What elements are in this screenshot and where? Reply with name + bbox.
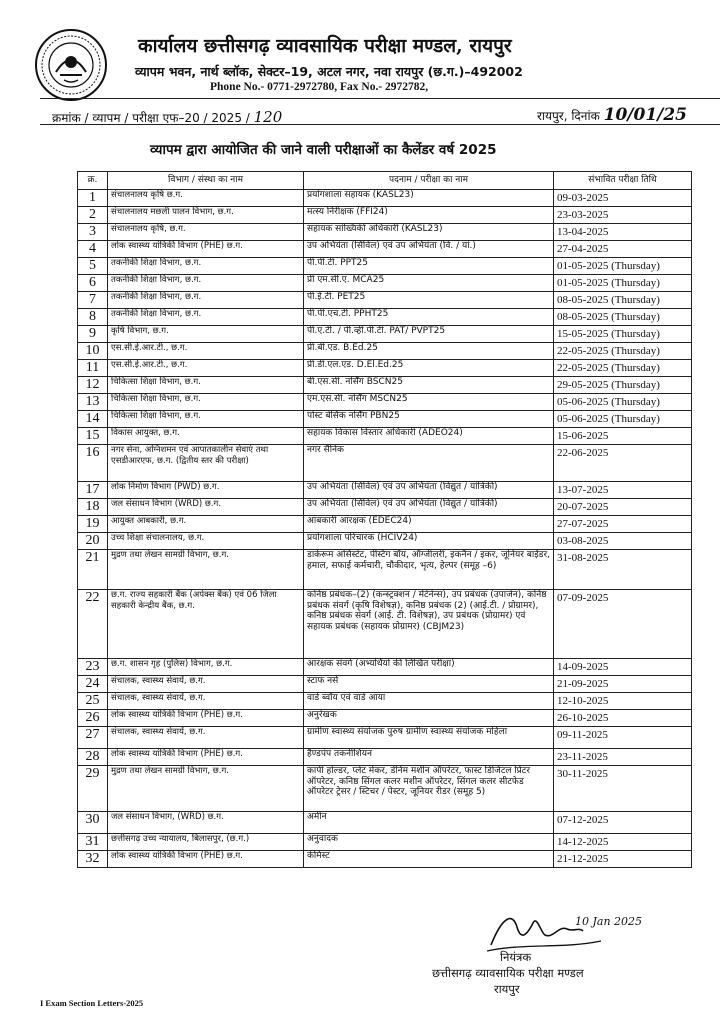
date-cell: 15-06-2025 [554,428,692,445]
serial-cell: 8 [78,309,108,326]
department-cell: चिकित्सा शिक्षा विभाग, छ.ग. [108,394,304,411]
date-cell: 15-05-2025 (Thursday) [554,326,692,343]
serial-cell: 18 [78,499,108,516]
date-cell: 22-06-2025 [554,445,692,482]
table-row [78,224,692,241]
post-cell: एम.एस.सी. नर्सिंग MSCN25 [304,394,554,411]
serial-cell: 7 [78,292,108,309]
table-row [78,676,692,693]
table-row [78,428,692,445]
serial-cell: 25 [78,693,108,710]
date-cell: 26-10-2025 [554,710,692,727]
department-cell: छत्तीसगढ़ उच्च न्यायालय, बिलासपुर, (छ.ग.) [108,834,304,851]
department-cell: कृषि विभाग, छ.ग. [108,326,304,343]
header-serial: क्र. [78,172,108,190]
table-row [78,590,692,659]
date-cell: 21-09-2025 [554,676,692,693]
date-cell: 07-12-2025 [554,812,692,834]
department-cell: संचालनालय मछली पालन विभाग, छ.ग. [108,207,304,224]
serial-cell: 13 [78,394,108,411]
table-row [78,275,692,292]
date-cell: 08-05-2025 (Thursday) [554,292,692,309]
post-cell: आरक्षक संवर्ग (अभ्यर्थियों की लिखित परीक्षा) [304,659,554,676]
department-cell: संचालक, स्वास्थ्य सेवायें, छ.ग. [108,693,304,710]
serial-cell: 24 [78,676,108,693]
department-cell: तकनीकी शिक्षा विभाग, छ.ग. [108,292,304,309]
post-cell: सहायक विकास विस्तार अधिकारी (ADEO24) [304,428,554,445]
department-cell: मुद्रण तथा लेखन सामग्री विभाग, छ.ग. [108,766,304,812]
post-cell: पी.पी.एच.टी. PPHT25 [304,309,554,326]
table-row [78,411,692,428]
serial-cell: 21 [78,550,108,590]
date-cell: 05-06-2025 (Thursday) [554,411,692,428]
department-cell: उच्च शिक्षा संचालनालय, छ.ग. [108,533,304,550]
serial-cell: 31 [78,834,108,851]
serial-cell: 26 [78,710,108,727]
signatory-office: छत्तीसगढ़ व्यावसायिक परीक्षा मण्डल [432,966,584,980]
serial-cell: 16 [78,445,108,482]
date-cell: 21-12-2025 [554,851,692,868]
table-row [78,326,692,343]
reference-handwritten-number: 120 [253,108,283,126]
serial-cell: 11 [78,360,108,377]
serial-cell: 2 [78,207,108,224]
date-cell: 29-05-2025 (Thursday) [554,377,692,394]
table-row [78,241,692,258]
table-row [78,516,692,533]
post-cell: कनिष्ठ प्रबंधक–(2) (कन्स्ट्रक्शन / मेंटेनेन्स), उप प्रबंधक (उपार्जन), कनिष्ठ प्रबंधक संवर्ग (कृषि विशेषज्ञ), कनिष्ठ प्रबंधक (2) (आई.टी. / प्रोग्रामर), कनिष्ठ प्रबंधक संवर्ग (आई. टी. विशेषज्ञ), उप प्रबंधक (प्रोग्रामर) एवं सहायक प्रबंधक (सहायक प्रोग्रामर) (CBJM23) [304,590,554,659]
post-cell: सहायक सांख्यिकी अधिकारी (KASL23) [304,224,554,241]
serial-cell: 14 [78,411,108,428]
date-cell: 22-05-2025 (Thursday) [554,343,692,360]
date-cell: 01-05-2025 (Thursday) [554,258,692,275]
department-cell: विकास आयुक्त, छ.ग. [108,428,304,445]
post-cell: प्री.बी.एड. B.Ed.25 [304,343,554,360]
post-cell: नगर सैनिक [304,445,554,482]
department-cell: संचालक, स्वास्थ्य सेवायें, छ.ग. [108,676,304,693]
post-cell: कापी होल्डर, प्लेट मेकर, डेनिम मशीन ऑपरेटर, फास्ट डिजिटल प्रिंटर ऑपरेटर, कनिष्ठ सिंगल कलर मशीन ऑपरेटर, सिंगल कलर सीटफेड ऑपरेटर ट्रेसर / स्टिचर / पेस्टर, जूनियर रीडर (समूह 5) [304,766,554,812]
department-cell: चिकित्सा शिक्षा विभाग, छ.ग. [108,411,304,428]
department-cell: संचालक, स्वास्थ्य सेवायें, छ.ग. [108,727,304,749]
post-cell: उप अभियंता (सिविल) एवं उप अभियंता (विद्युत / यांत्रिकी) [304,482,554,499]
date-cell: 07-09-2025 [554,590,692,659]
department-cell: संचालनालय कृषि, छ.ग. [108,224,304,241]
serial-cell: 27 [78,727,108,749]
header-post: पदनाम / परीक्षा का नाम [304,172,554,190]
serial-cell: 22 [78,590,108,659]
vyapam-seal-logo [34,28,108,102]
post-cell: प्री एम.सी.ए. MCA25 [304,275,554,292]
post-cell: हैण्डपंप तकनीशियन [304,749,554,766]
signature-date: 10 Jan 2025 [575,915,643,928]
table-row [78,812,692,834]
table-row [78,190,692,207]
table-row [78,207,692,224]
department-cell: लोक स्वास्थ्य यांत्रिकी विभाग (PHE) छ.ग. [108,710,304,727]
post-cell: प्री.डी.एल.एड. D.El.Ed.25 [304,360,554,377]
date-cell: 03-08-2025 [554,533,692,550]
post-cell: स्टाफ नर्स [304,676,554,693]
date-cell: 27-04-2025 [554,241,692,258]
post-cell: प्रयोगशाला परिचारक (HCIV24) [304,533,554,550]
department-cell: एस.सी.ई.आर.टी., छ.ग. [108,343,304,360]
serial-cell: 20 [78,533,108,550]
date-cell: 31-08-2025 [554,550,692,590]
table-row [78,727,692,749]
signatory-designation: नियंत्रक [500,950,532,964]
serial-cell: 3 [78,224,108,241]
date-cell: 09-11-2025 [554,727,692,749]
date-cell: 13-07-2025 [554,482,692,499]
date-cell: 14-12-2025 [554,834,692,851]
date-cell: 05-06-2025 (Thursday) [554,394,692,411]
post-cell: ग्रामीण स्वास्थ्य संयोजक पुरुष ग्रामीण स्वास्थ्य संयोजक महिला [304,727,554,749]
post-cell: डार्करूम असिस्टेंट, पेस्टिंग बॉय, ऑग्जीलरी, इकनैन / इकर, जूनियर बाईंडर, हमाल, सफाई कर्मचारी, चौकीदार, भृत्य, हेल्पर (समूह –6) [304,550,554,590]
table-row [78,292,692,309]
table-row [78,834,692,851]
date-cell: 23-11-2025 [554,749,692,766]
date-handwritten-value: 10/01/25 [603,105,688,125]
department-cell: संचालनालय कृषि छ.ग. [108,190,304,207]
department-cell: लोक निर्माण विभाग (PWD) छ.ग. [108,482,304,499]
date-cell: 09-03-2025 [554,190,692,207]
exam-calendar-table [77,171,692,868]
table-row [78,550,692,590]
footer-file-reference: I Exam Section Letters-2025 [40,998,144,1008]
post-cell: वार्ड ब्वॉय एवं वार्ड आया [304,693,554,710]
post-cell: उप अभियंता (सिविल) एवं उप अभियंता (वि. / यां.) [304,241,554,258]
post-cell: उप अभियंता (सिविल) एवं उप अभियंता (विद्युत / यांत्रिकी) [304,499,554,516]
post-cell: मत्स्य निरीक्षक (FFI24) [304,207,554,224]
post-cell: केमिस्ट [304,851,554,868]
department-cell: तकनीकी शिक्षा विभाग, छ.ग. [108,258,304,275]
serial-cell: 1 [78,190,108,207]
table-row [78,258,692,275]
table-row [78,499,692,516]
table-row [78,377,692,394]
serial-cell: 6 [78,275,108,292]
signatory-city: रायपुर [494,982,520,996]
serial-cell: 5 [78,258,108,275]
post-cell: प्रयोगशाला सहायक (KASL23) [304,190,554,207]
table-row [78,343,692,360]
post-cell: बी.एस.सी. नर्सिंग BSCN25 [304,377,554,394]
post-cell: पी.पी.टी. PPT25 [304,258,554,275]
serial-cell: 30 [78,812,108,834]
table-body [78,190,692,868]
table-row [78,749,692,766]
table-row [78,360,692,377]
post-cell: अनुरेखक [304,710,554,727]
office-phone: Phone No.- 0771-2972780, Fax No.- 2972782, [210,81,429,93]
department-cell: नगर सेना, अग्निशमन एवं आपातकालीन सेवाएं तथा एसडीआरएफ, छ.ग. (द्वितीय स्तर की परीक्षा) [108,445,304,482]
serial-cell: 10 [78,343,108,360]
table-row [78,309,692,326]
table-row [78,482,692,499]
table-row [78,693,692,710]
header-date: संभावित परीक्षा तिथि [554,172,692,190]
date-prefix: रायपुर, दिनांक [537,109,600,123]
table-row [78,533,692,550]
serial-cell: 28 [78,749,108,766]
serial-cell: 19 [78,516,108,533]
reference-divider [40,124,720,125]
date-cell: 30-11-2025 [554,766,692,812]
table-row [78,851,692,868]
header-divider [40,98,720,99]
header-department: विभाग / संस्था का नाम [108,172,304,190]
department-cell: जल संसाधन विभाग (WRD) छ.ग. [108,499,304,516]
serial-cell: 4 [78,241,108,258]
post-cell: पोस्ट बेसिक नर्सिंग PBN25 [304,411,554,428]
table-row [78,445,692,482]
department-cell: तकनीकी शिक्षा विभाग, छ.ग. [108,309,304,326]
serial-cell: 32 [78,851,108,868]
date-cell: 22-05-2025 (Thursday) [554,360,692,377]
date-cell: 13-04-2025 [554,224,692,241]
date-cell: 27-07-2025 [554,516,692,533]
department-cell: मुद्रण तथा लेखन सामग्री विभाग, छ.ग. [108,550,304,590]
department-cell: लोक स्वास्थ्य यांत्रिकी विभाग (PHE) छ.ग. [108,241,304,258]
department-cell: लोक स्वास्थ्य यांत्रिकी विभाग (PHE) छ.ग. [108,749,304,766]
document-title: व्यापम द्वारा आयोजित की जाने वाली परीक्षाओं का कैलेंडर वर्ष 2025 [150,142,497,158]
department-cell: एस.सी.ई.आर.टी., छ.ग. [108,360,304,377]
post-cell: अमीन [304,812,554,834]
reference-prefix: क्रमांक / व्यापम / परीक्षा एफ–20 / 2025 / [52,111,250,125]
serial-cell: 17 [78,482,108,499]
serial-cell: 23 [78,659,108,676]
department-cell: लोक स्वास्थ्य यांत्रिकी विभाग (PHE) छ.ग. [108,851,304,868]
table-row [78,659,692,676]
office-title: कार्यालय छत्तीसगढ़ व्यावसायिक परीक्षा मण्डल, रायपुर [138,35,512,57]
date-cell: 01-05-2025 (Thursday) [554,275,692,292]
date-cell: 14-09-2025 [554,659,692,676]
department-cell: तकनीकी शिक्षा विभाग, छ.ग. [108,275,304,292]
table-row [78,766,692,812]
office-address: व्यापम भवन, नार्थ ब्लॉक, सेक्टर–19, अटल नगर, नवा रायपुर (छ.ग.)–492002 [135,64,523,79]
department-cell: छ.ग. राज्य सहकारी बैंक (अपेक्स बैंक) एवं 06 जिला सहकारी केन्द्रीय बैंक, छ.ग. [108,590,304,659]
date-cell: 08-05-2025 (Thursday) [554,309,692,326]
department-cell: जल संसाधन विभाग, (WRD) छ.ग. [108,812,304,834]
serial-cell: 9 [78,326,108,343]
table-row [78,710,692,727]
date-cell: 12-10-2025 [554,693,692,710]
letter-date [537,105,687,125]
serial-cell: 29 [78,766,108,812]
post-cell: पी.ए.टी. / पी.व्ही.पी.टी. PAT/ PVPT25 [304,326,554,343]
date-cell: 23-03-2025 [554,207,692,224]
serial-cell: 12 [78,377,108,394]
department-cell: छ.ग. शासन गृह (पुलिस) विभाग, छ.ग. [108,659,304,676]
table-header-row [78,172,692,190]
department-cell: आयुक्त आबकारी, छ.ग. [108,516,304,533]
table-row [78,394,692,411]
date-cell: 20-07-2025 [554,499,692,516]
department-cell: चिकित्सा शिक्षा विभाग, छ.ग. [108,377,304,394]
post-cell: पी.ई.टी. PET25 [304,292,554,309]
serial-cell: 15 [78,428,108,445]
post-cell: अनुवादक [304,834,554,851]
post-cell: आबकारी आरक्षक (EDEC24) [304,516,554,533]
